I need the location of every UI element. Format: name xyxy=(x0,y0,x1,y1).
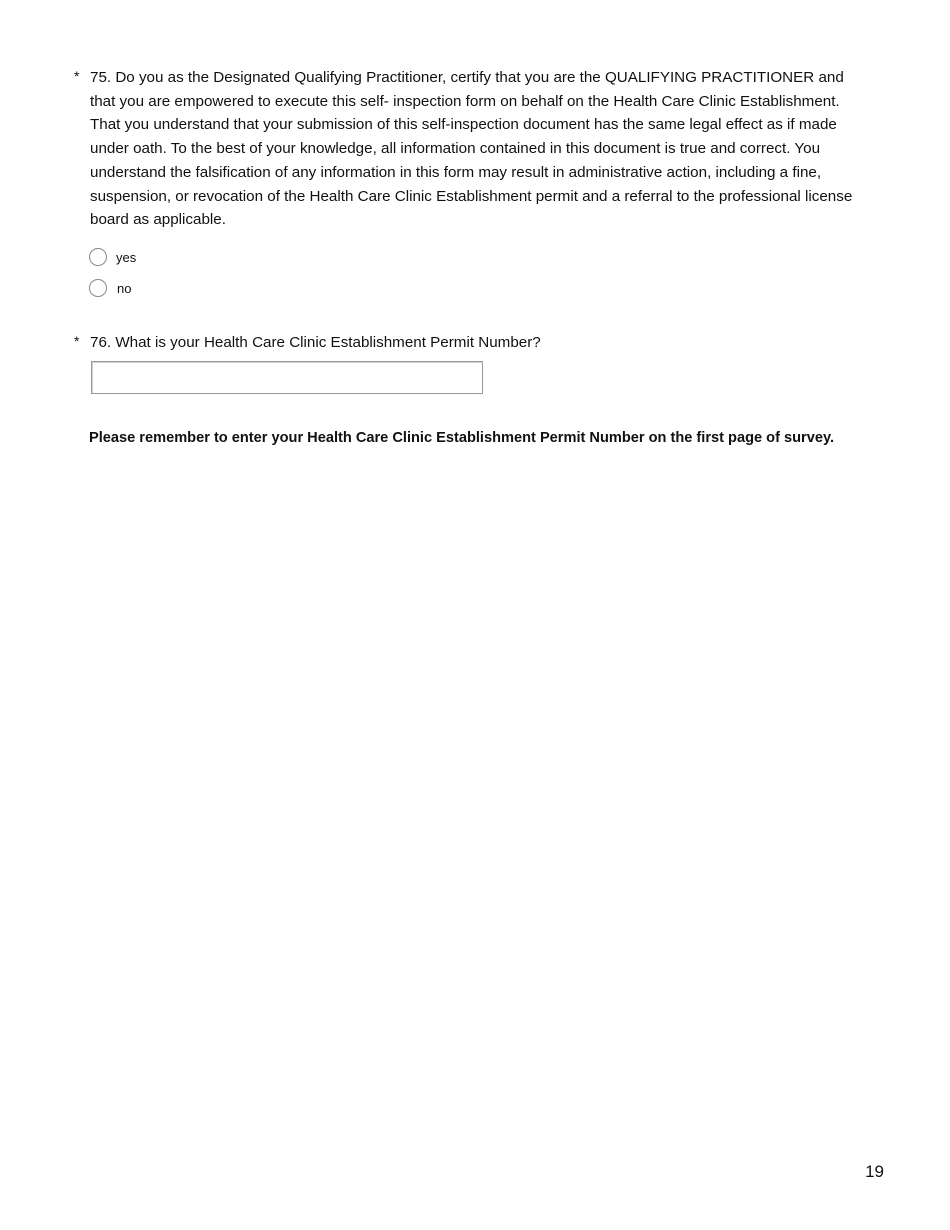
question-76 xyxy=(74,331,864,355)
radio-button-no[interactable] xyxy=(89,279,107,297)
question-75-text: 75. Do you as the Designated Qualifying Practitioner, certify that you are the QUALIFYING PRACTITIONER and that you are empowered to execute this self- inspection form on behalf on the Health Care Clinic Establishment. That you understand that your submission of this self-inspection document has the same legal effect as if made under oath. To the best of your knowledge, all information contained in this document is true and correct. You understand the falsification of any information in this form may result in administrative action, including a fine, suspension, or revocation of the Health Care Clinic Establishment permit and a referral to the professional license board as applicable. xyxy=(90,69,853,229)
reminder-note: Please remember to enter your Health Care Clinic Establishment Permit Number on the first page of survey. xyxy=(89,430,835,446)
permit-number-input[interactable] xyxy=(91,361,483,394)
option-yes[interactable] xyxy=(89,246,136,268)
option-yes-label: yes xyxy=(116,249,137,265)
required-marker: * xyxy=(74,333,80,349)
radio-button-yes[interactable] xyxy=(89,248,107,266)
question-76-text: 76. What is your Health Care Clinic Establishment Permit Number? xyxy=(90,334,541,351)
option-no-label: no xyxy=(117,280,132,296)
question-75 xyxy=(74,66,864,232)
page-number: 19 xyxy=(865,1162,884,1181)
question-75-options xyxy=(89,246,136,308)
option-no[interactable] xyxy=(89,277,136,299)
required-marker: * xyxy=(74,68,80,84)
